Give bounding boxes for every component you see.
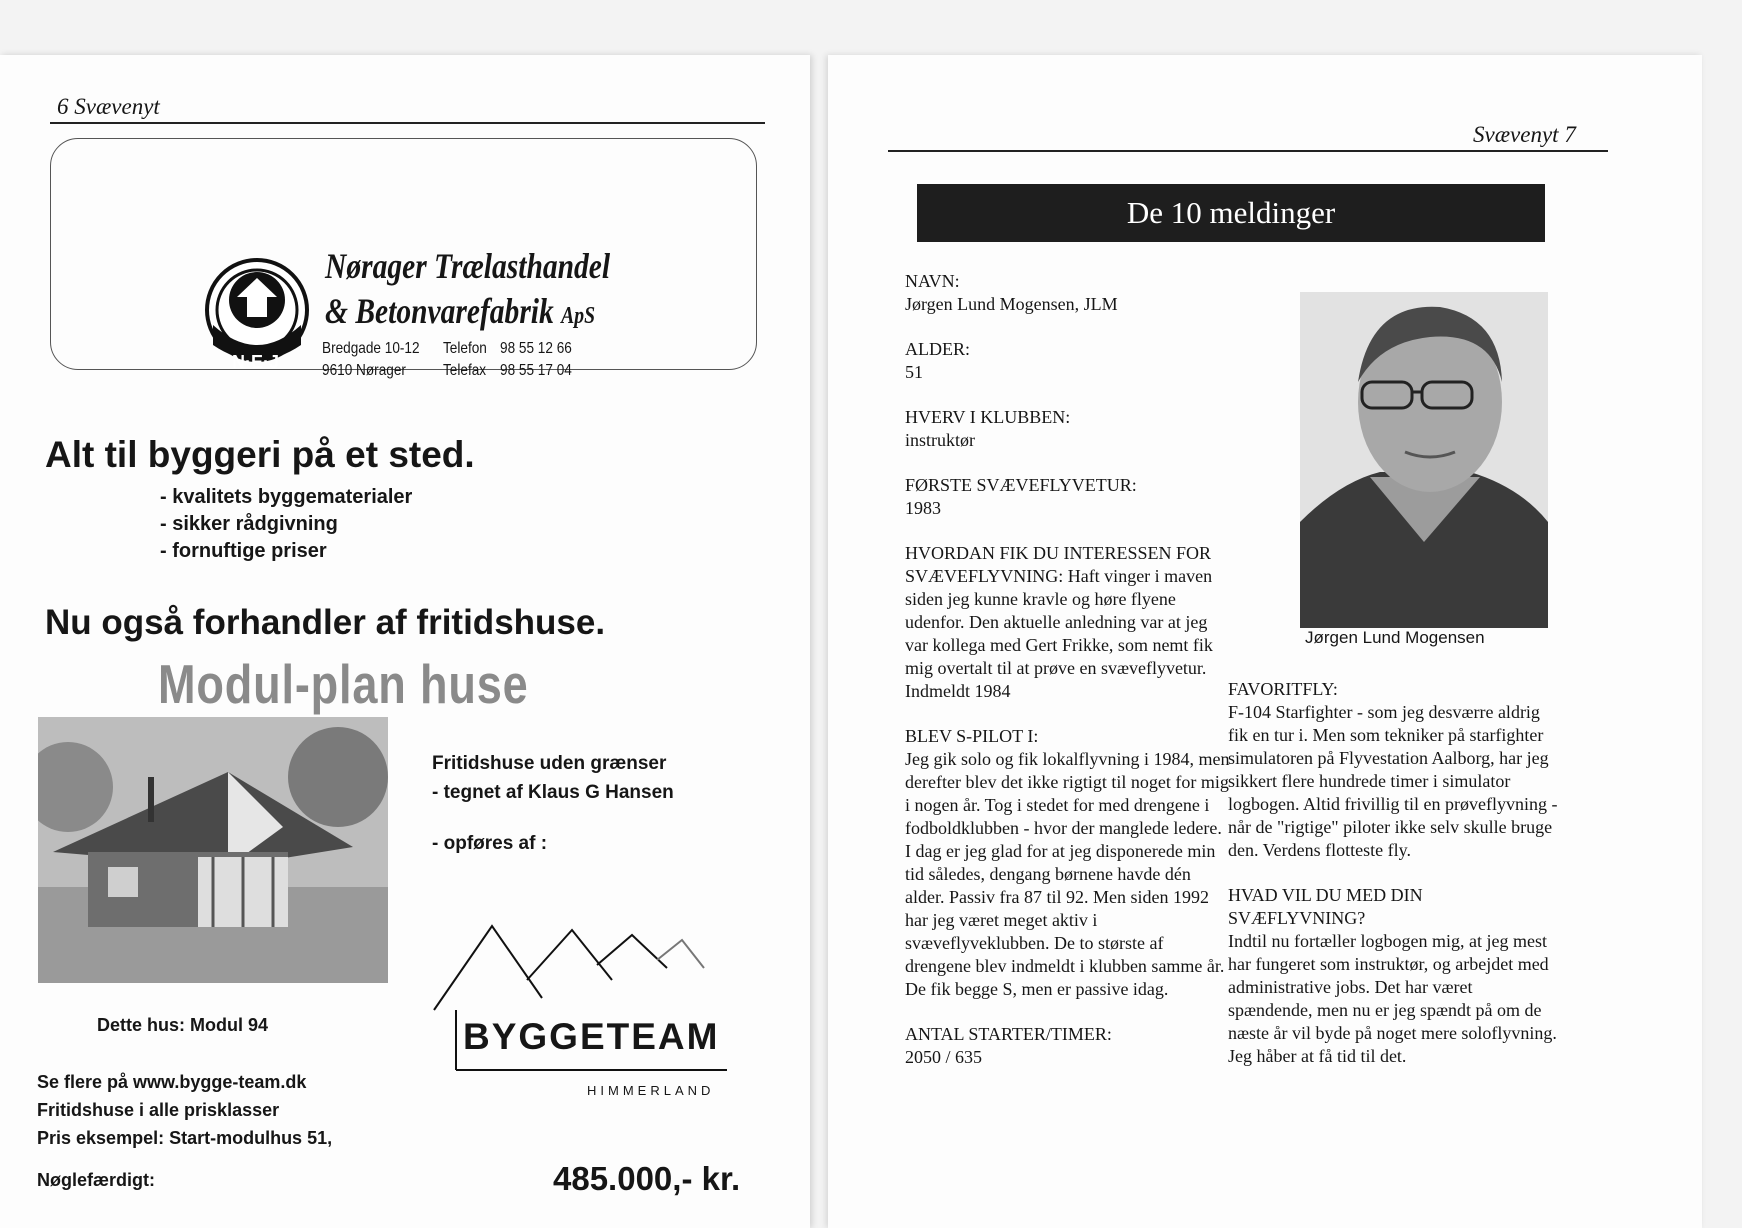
byggeteam-logo-icon <box>432 920 732 1105</box>
company-suffix: ApS <box>561 303 596 329</box>
entry-answer: 51 <box>905 362 923 382</box>
entry-age <box>905 338 1235 384</box>
bottom-line: Se flere på www.bygge-team.dk <box>37 1072 307 1092</box>
bullet-item: - kvalitets byggematerialer <box>160 486 413 508</box>
bottom-line: Fritidshuse i alle prisklasser <box>37 1100 280 1120</box>
entry-answer: Jørgen Lund Mogensen, JLM <box>905 294 1118 314</box>
fax-label: Telefax <box>443 362 487 379</box>
entry-future <box>1228 884 1558 1068</box>
fax-number: 98 55 17 04 <box>500 362 572 379</box>
interview-column-2 <box>1228 678 1558 1090</box>
side-text <box>432 749 674 807</box>
left-page-header: 6 Svævenyt <box>57 94 160 119</box>
address-line1: Bredgade 10-12 <box>322 340 420 357</box>
entry-answer: Jeg gik solo og fik lokalflyvning i 1984, men derefter blev det ikke rigtigt til noget for mig i nogen år. Tog i stedet for med drengene i fodboldklubben - hvor der manglede ledere. I dag er jeg glad for at jeg disponerede min tid således, dengang børnene havde dén alder. Passiv fra 87 til 92. Men siden 1992 har jeg været meget aktiv i svæveflyveklubben. De to største af drengene blev indmeldt i klubben samme år. De fik begge S, men er passive idag. <box>905 749 1230 999</box>
entry-name <box>905 270 1205 316</box>
bullet-item: - fornuftige priser <box>160 540 327 562</box>
article-title: De 10 meldinger <box>917 184 1545 242</box>
portrait-photo <box>1300 292 1548 628</box>
company-name-line2 <box>325 290 595 332</box>
entry-answer: Haft vinger i maven siden jeg kunne kravle og høre flyene udenfor. Den aktuelle anledning var at jeg var kollega med Gert Frikke, som nemt fik mig overtalt til at prøve en svæveflyvetur. Indmeldt 1984 <box>905 566 1213 701</box>
tagline: Alt til byggeri på et sted. <box>45 434 475 475</box>
entry-starts <box>905 1023 1235 1069</box>
logo-letters: N·E·J <box>232 352 280 372</box>
entry-question: FAVORITFLY: <box>1228 679 1338 699</box>
entry-interest <box>905 542 1223 703</box>
side-text-line: Fritidshuse uden grænser <box>432 753 667 774</box>
phone-label: Telefon <box>443 340 487 357</box>
entry-question: NAVN: <box>905 271 960 291</box>
entry-question: HVERV I KLUBBEN: <box>905 407 1071 427</box>
portrait-caption: Jørgen Lund Mogensen <box>1305 628 1485 647</box>
company-name-line1: Nørager Trælasthandel <box>325 246 611 286</box>
entry-question: HVAD VIL DU MED DIN SVÆFLYVNING? <box>1228 885 1423 928</box>
entry-answer: 1983 <box>905 498 941 518</box>
price-label: Nøglefærdigt: <box>37 1170 155 1190</box>
entry-question: ANTAL STARTER/TIMER: <box>905 1024 1112 1044</box>
entry-question: BLEV S-PILOT I: <box>905 726 1039 746</box>
entry-answer: instruktør <box>905 430 975 450</box>
right-header-rule <box>888 150 1608 152</box>
bottom-line: Pris eksempel: Start-modulhus 51, <box>37 1128 333 1148</box>
entry-s-pilot <box>905 725 1230 1001</box>
side-text-line: - tegnet af Klaus G Hansen <box>432 782 674 803</box>
right-page-header: Svævenyt 7 <box>1473 122 1576 147</box>
entry-favorite-plane <box>1228 678 1558 862</box>
company-name-line2-text: & Betonvarefabrik <box>325 291 554 331</box>
entry-first-flight <box>905 474 1235 520</box>
portrait-illustration-icon <box>1300 292 1548 628</box>
house-illustration-icon <box>38 717 388 983</box>
entry-role <box>905 406 1235 452</box>
phone-number: 98 55 12 66 <box>500 340 572 357</box>
entry-answer: Indtil nu fortæller logbogen mig, at jeg mest har fungeret som instruktør, og arbejdet med administrative jobs. Det har været spændende, men nu er jeg spændt på om de næste år vil byde på noget mere soloflyvning. Jeg håber at få tid til det. <box>1228 931 1557 1066</box>
opfores-label: - opføres af : <box>432 833 548 854</box>
entry-question: HVORDAN FIK DU INTERESSEN FOR SVÆVEFLYVNING: <box>905 543 1212 586</box>
bullet-item: - sikker rådgivning <box>160 513 338 535</box>
entry-question: FØRSTE SVÆVEFLYVETUR: <box>905 475 1137 495</box>
bullet-list <box>160 484 412 565</box>
byggeteam-sub: HIMMERLAND <box>587 1083 715 1098</box>
entry-answer: F-104 Starfighter - som jeg desværre aldrig fik en tur i. Men som tekniker på starfighter simulatoren på Flyvestation Aalborg, har jeg sikkert flere hundrede timer i simulator logbogen. Altid frivillig til en prøveflyvning - når de "rigtige" piloter ikke selv skulle bruge den. Verdens flotteste fly. <box>1228 702 1558 860</box>
dealer-heading: Nu også forhandler af fritidshuse. <box>45 603 606 642</box>
interview-column-1 <box>905 270 1235 1091</box>
left-header-rule <box>50 122 765 124</box>
modul-plan-title: Modul-plan huse <box>158 653 529 715</box>
address-line2: 9610 Nørager <box>322 362 406 379</box>
photo-caption: Dette hus: Modul 94 <box>97 1015 269 1035</box>
price-value: 485.000,- kr. <box>553 1160 741 1197</box>
entry-question: ALDER: <box>905 339 970 359</box>
byggeteam-name: BYGGETEAM <box>463 1016 720 1057</box>
house-photo <box>38 717 388 983</box>
bottom-lines <box>37 1068 332 1152</box>
entry-answer: 2050 / 635 <box>905 1047 983 1067</box>
